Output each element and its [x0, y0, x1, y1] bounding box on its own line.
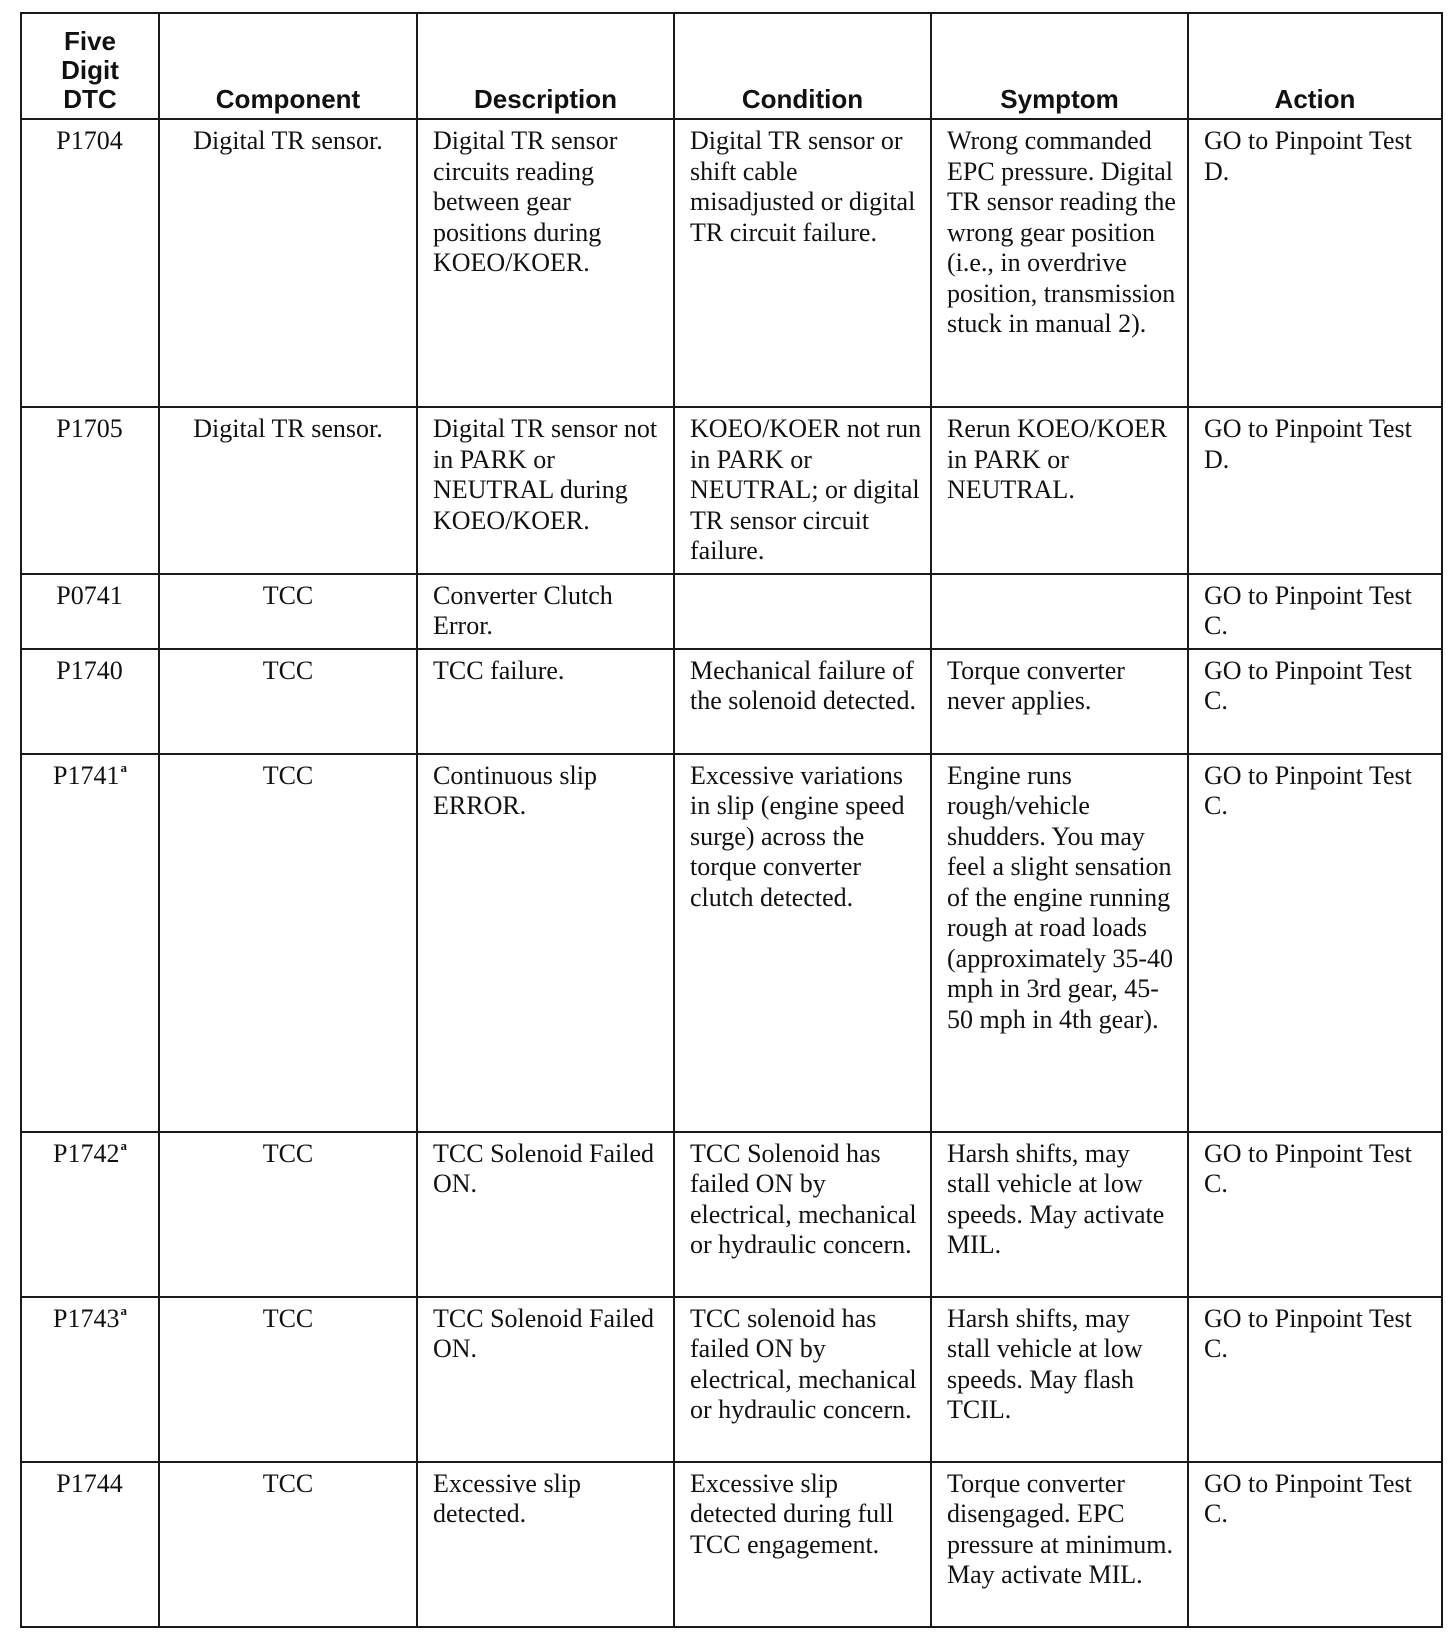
dtc-code: P1742 [53, 1138, 120, 1168]
header-component: Component [159, 13, 417, 119]
dtc-code-cell [21, 649, 159, 754]
symptom-cell: Wrong commanded EPC pressure. Digital TR sensor reading the wrong gear position (i.e., in overdrive position, transmission stuck in manual 2). [931, 119, 1188, 407]
dtc-code: P1744 [56, 1468, 123, 1498]
table-row [21, 1297, 1442, 1462]
dtc-code: P1704 [56, 126, 123, 155]
description-cell: Continuous slip ERROR. [417, 754, 674, 1132]
condition-cell: KOEO/KOER not run in PARK or NEUTRAL; or digital TR sensor circuit failure. [674, 407, 931, 574]
description-cell: Digital TR sensor not in PARK or NEUTRAL during KOEO/KOER. [417, 407, 674, 574]
condition-cell: TCC Solenoid has failed ON by electrical, mechanical or hydraulic concern. [674, 1132, 931, 1297]
dtc-code: P1740 [56, 655, 123, 685]
action-cell: GO to Pinpoint Test C. [1188, 649, 1442, 754]
condition-cell [674, 574, 931, 649]
action-cell: GO to Pinpoint Test C. [1188, 754, 1442, 1132]
table-row [21, 754, 1442, 1132]
action-cell: GO to Pinpoint Test C. [1188, 1462, 1442, 1627]
description-cell: TCC failure. [417, 649, 674, 754]
dtc-code-cell [21, 407, 159, 574]
component-cell: TCC [159, 574, 417, 649]
action-cell: GO to Pinpoint Test D. [1188, 407, 1442, 574]
table-row [21, 119, 1442, 407]
component-cell: TCC [159, 649, 417, 754]
table-row [21, 407, 1442, 574]
dtc-code: P1705 [56, 414, 123, 443]
footnote-marker: a [120, 1137, 127, 1153]
table-row [21, 574, 1442, 649]
footnote-marker: a [120, 1302, 127, 1318]
condition-cell: Digital TR sensor or shift cable misadjusted or digital TR circuit failure. [674, 119, 931, 407]
dtc-code-cell [21, 1132, 159, 1297]
component-cell: TCC [159, 1297, 417, 1462]
condition-cell: Excessive slip detected during full TCC engagement. [674, 1462, 931, 1627]
dtc-code-cell [21, 1297, 159, 1462]
dtc-table [20, 12, 1443, 1628]
dtc-code-cell [21, 1462, 159, 1627]
component-cell: TCC [159, 1132, 417, 1297]
symptom-cell: Harsh shifts, may stall vehicle at low speeds. May activate MIL. [931, 1132, 1188, 1297]
action-cell: GO to Pinpoint Test D. [1188, 119, 1442, 407]
symptom-cell: Torque converter disengaged. EPC pressure at minimum. May activate MIL. [931, 1462, 1188, 1627]
header-description: Description [417, 13, 674, 119]
description-cell: Converter Clutch Error. [417, 574, 674, 649]
symptom-cell [931, 574, 1188, 649]
symptom-cell: Harsh shifts, may stall vehicle at low speeds. May flash TCIL. [931, 1297, 1188, 1462]
description-cell: TCC Solenoid Failed ON. [417, 1132, 674, 1297]
dtc-code-cell [21, 574, 159, 649]
table-row [21, 1462, 1442, 1627]
dtc-table-page [20, 12, 1441, 1628]
symptom-cell: Rerun KOEO/KOER in PARK or NEUTRAL. [931, 407, 1188, 574]
header-condition: Condition [674, 13, 931, 119]
action-cell: GO to Pinpoint Test C. [1188, 574, 1442, 649]
dtc-code: P1743 [53, 1303, 120, 1333]
action-cell: GO to Pinpoint Test C. [1188, 1132, 1442, 1297]
symptom-cell: Torque converter never applies. [931, 649, 1188, 754]
description-cell: TCC Solenoid Failed ON. [417, 1297, 674, 1462]
table-row [21, 649, 1442, 754]
component-cell: Digital TR sensor. [159, 119, 417, 407]
condition-cell: TCC solenoid has failed ON by electrical, mechanical or hydraulic concern. [674, 1297, 931, 1462]
dtc-code: P1741 [53, 760, 120, 790]
header-row [21, 13, 1442, 119]
header-symptom: Symptom [931, 13, 1188, 119]
symptom-cell: Engine runs rough/vehicle shudders. You may feel a slight sensation of the engine running rough at road loads (approximately 35-40 mph in 3rd gear, 45-50 mph in 4th gear). [931, 754, 1188, 1132]
header-five-digit-dtc: Five Digit DTC [21, 13, 159, 119]
dtc-code: P0741 [56, 580, 123, 610]
description-cell: Excessive slip detected. [417, 1462, 674, 1627]
table-row [21, 1132, 1442, 1297]
component-cell: Digital TR sensor. [159, 407, 417, 574]
header-action: Action [1188, 13, 1442, 119]
description-cell: Digital TR sensor circuits reading between gear positions during KOEO/KOER. [417, 119, 674, 407]
component-cell: TCC [159, 1462, 417, 1627]
dtc-code-cell [21, 119, 159, 407]
condition-cell: Mechanical failure of the solenoid detected. [674, 649, 931, 754]
footnote-marker: a [120, 759, 127, 775]
action-cell: GO to Pinpoint Test C. [1188, 1297, 1442, 1462]
dtc-code-cell [21, 754, 159, 1132]
condition-cell: Excessive variations in slip (engine speed surge) across the torque converter clutch detected. [674, 754, 931, 1132]
component-cell: TCC [159, 754, 417, 1132]
